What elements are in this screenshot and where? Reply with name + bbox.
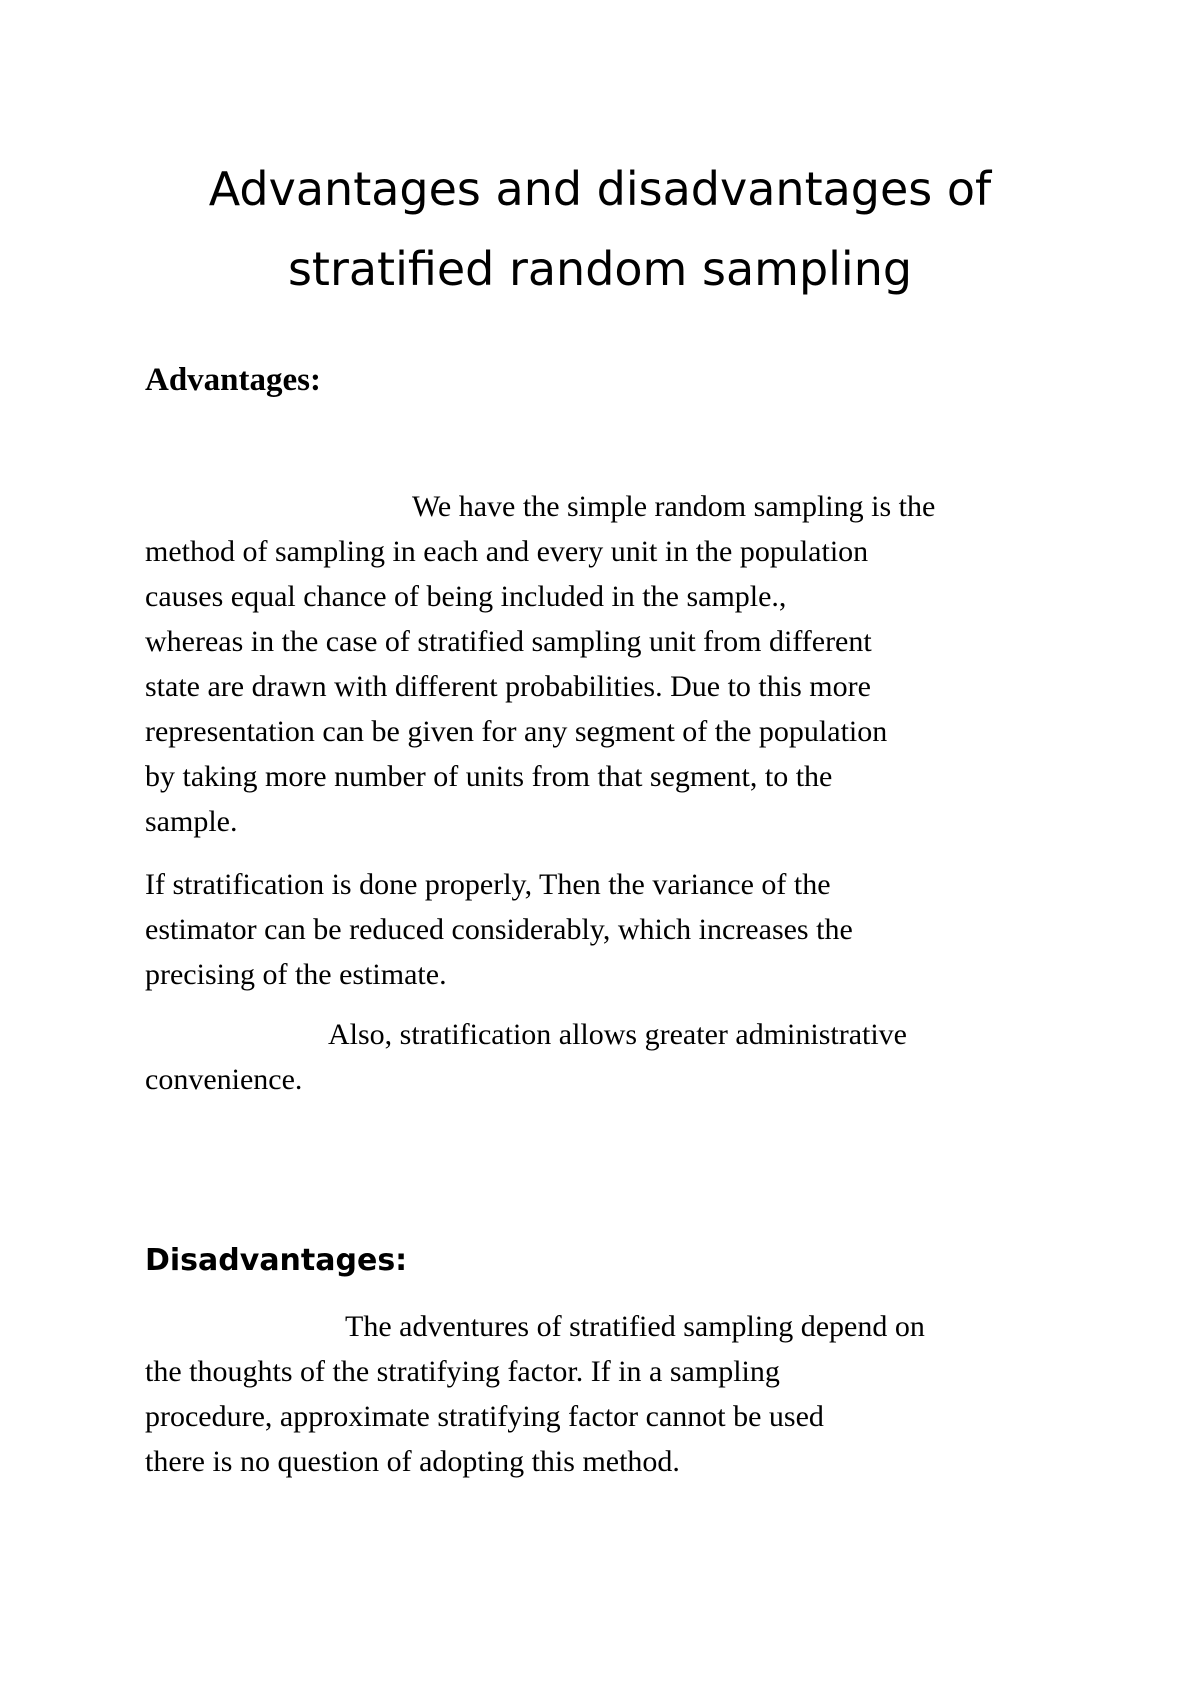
page-title <box>0 149 1200 309</box>
disadvantages-paragraph-1 <box>145 1304 1065 1484</box>
text-line: method of sampling in each and every unit in the population <box>145 535 869 568</box>
text-line: If stratification is done properly, Then the variance of the <box>145 868 831 901</box>
text-line: by taking more number of units from that segment, to the <box>145 760 833 793</box>
text-line: state are drawn with different probabilities. Due to this more <box>145 670 871 703</box>
advantages-paragraph-1 <box>145 484 1065 844</box>
page-title-line-2: stratified random sampling <box>287 242 913 296</box>
text-line: Also, stratification allows greater administrative <box>328 1018 907 1051</box>
advantages-heading: Advantages: <box>145 362 322 398</box>
advantages-paragraph-2 <box>145 862 1065 997</box>
advantages-paragraph-3 <box>145 1012 1065 1102</box>
text-line: convenience. <box>145 1063 303 1096</box>
text-line: the thoughts of the stratifying factor. If in a sampling <box>145 1355 780 1388</box>
text-line: there is no question of adopting this method. <box>145 1445 680 1478</box>
text-line: representation can be given for any segment of the population <box>145 715 888 748</box>
page-title-line-1: Advantages and disadvantages of <box>208 162 992 216</box>
text-line: procedure, approximate stratifying factor cannot be used <box>145 1400 824 1433</box>
text-line: precising of the estimate. <box>145 958 447 991</box>
text-line: estimator can be reduced considerably, which increases the <box>145 913 853 946</box>
text-line: whereas in the case of stratified sampling unit from different <box>145 625 872 658</box>
text-line: We have the simple random sampling is the <box>412 490 936 523</box>
disadvantages-heading: Disadvantages: <box>145 1243 408 1278</box>
text-line: causes equal chance of being included in the sample., <box>145 580 787 613</box>
text-line: sample. <box>145 805 238 838</box>
text-line: The adventures of stratified sampling depend on <box>345 1310 925 1343</box>
